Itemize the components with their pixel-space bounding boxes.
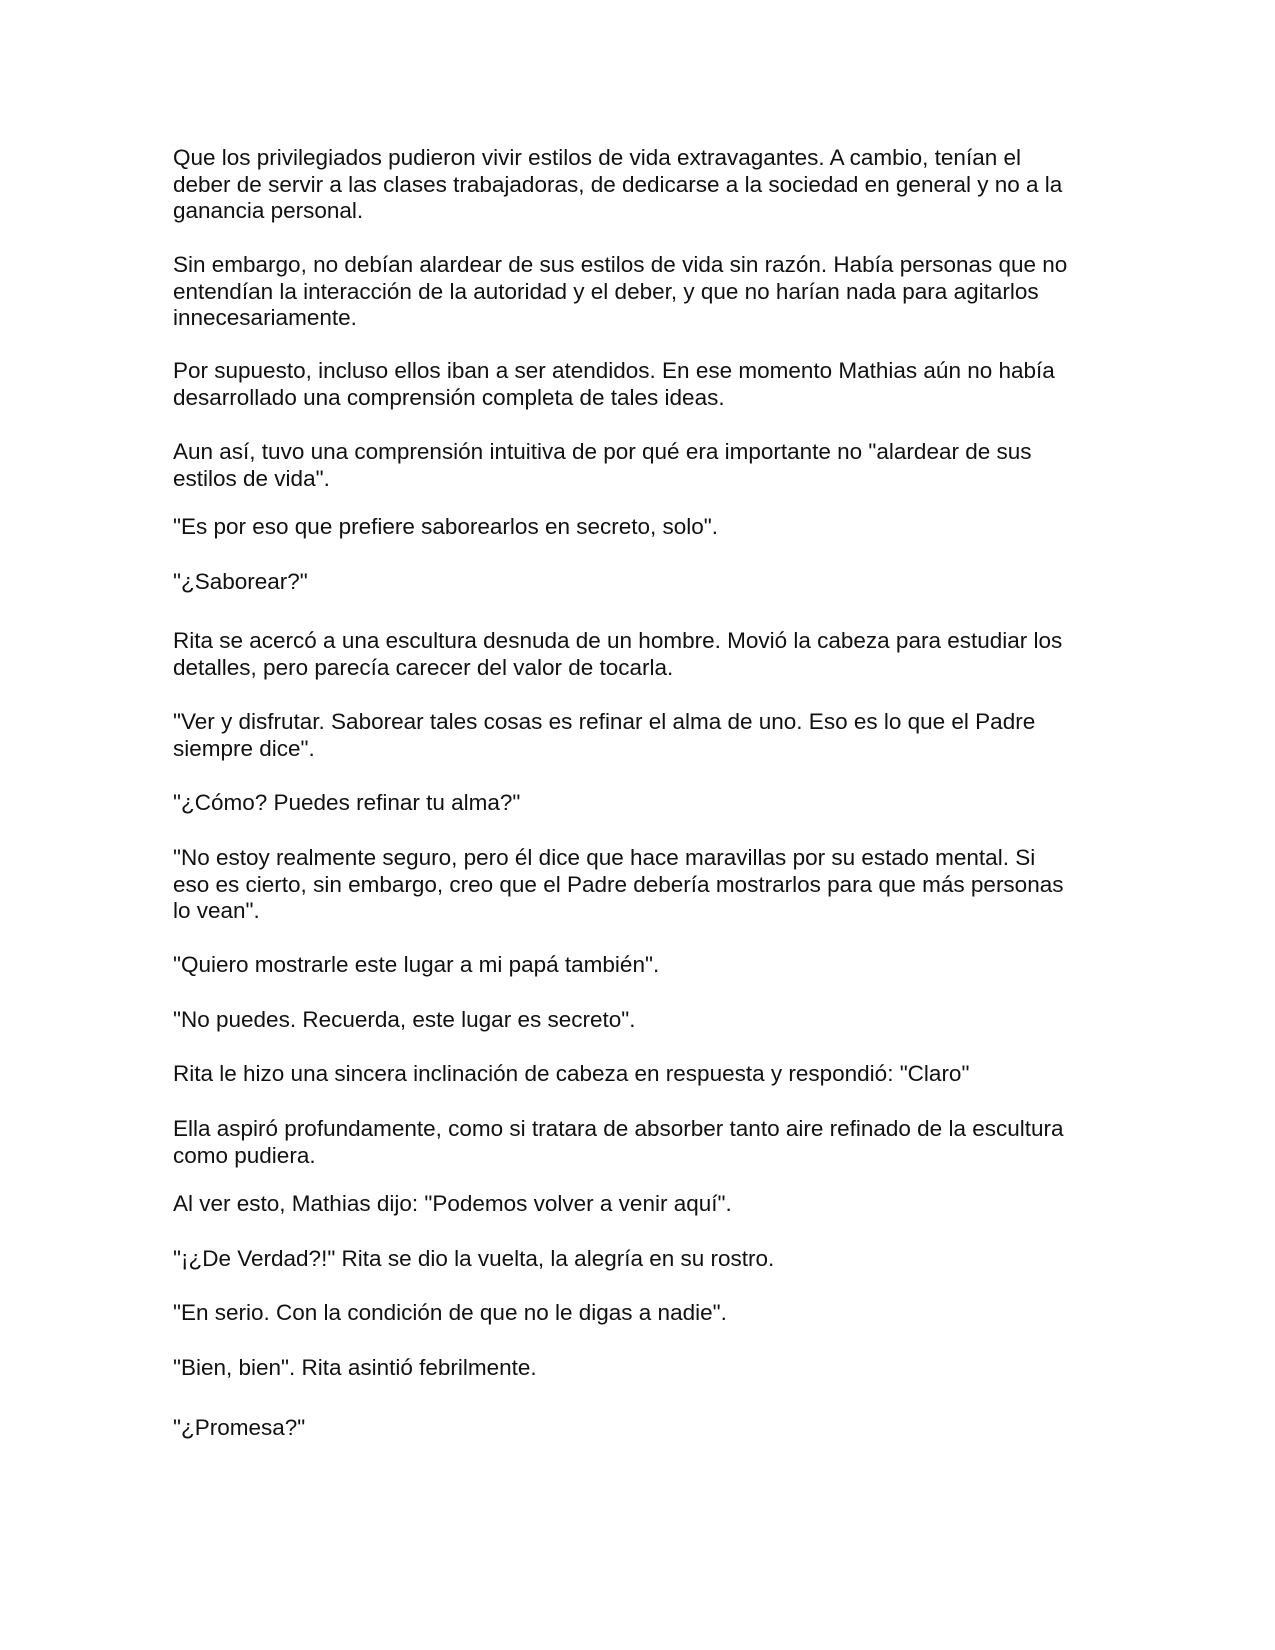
paragraph-7: Rita se acercó a una escultura desnuda de un hombre. Movió la cabeza para estudiar los detalles, pero parecía carecer del valor de tocarla.	[173, 628, 1063, 680]
paragraph-10: "No estoy realmente seguro, pero él dice que hace maravillas por su estado mental. Si eso es cierto, sin embargo, creo que el Padre debería mostrarlos para que más personas lo vean".	[173, 845, 1064, 923]
paragraph-19: "¿Promesa?"	[173, 1415, 306, 1440]
paragraph-12: "No puedes. Recuerda, este lugar es secreto".	[173, 1007, 636, 1032]
paragraph-3: Por supuesto, incluso ellos iban a ser atendidos. En ese momento Mathias aún no había desarrollado una comprensión completa de tales ideas.	[173, 358, 1055, 410]
paragraph-15: Al ver esto, Mathias dijo: "Podemos volver a venir aquí".	[173, 1191, 732, 1216]
paragraph-16: "¡¿De Verdad?!" Rita se dio la vuelta, la alegría en su rostro.	[173, 1246, 775, 1271]
paragraph-1: Que los privilegiados pudieron vivir estilos de vida extravagantes. A cambio, tenían el deber de servir a las clases trabajadoras, de dedicarse a la sociedad en general y no a la ganancia personal.	[173, 145, 1063, 223]
paragraph-14: Ella aspiró profundamente, como si tratara de absorber tanto aire refinado de la escultura como pudiera.	[173, 1116, 1064, 1168]
paragraph-6: "¿Saborear?"	[173, 569, 308, 594]
paragraph-13: Rita le hizo una sincera inclinación de cabeza en respuesta y respondió: "Claro"	[173, 1061, 970, 1086]
paragraph-5: "Es por eso que prefiere saborearlos en secreto, solo".	[173, 514, 719, 539]
paragraph-9: "¿Cómo? Puedes refinar tu alma?"	[173, 790, 521, 815]
paragraph-8: "Ver y disfrutar. Saborear tales cosas es refinar el alma de uno. Eso es lo que el Padre siempre dice".	[173, 709, 1036, 761]
paragraph-2: Sin embargo, no debían alardear de sus estilos de vida sin razón. Había personas que no entendían la interacción de la autoridad y el deber, y que no harían nada para agitarlos innecesariamente.	[173, 252, 1068, 330]
paragraph-11: "Quiero mostrarle este lugar a mi papá también".	[173, 952, 660, 977]
paragraph-4: Aun así, tuvo una comprensión intuitiva de por qué era importante no "alardear de sus estilos de vida".	[173, 439, 1032, 491]
paragraph-18: "Bien, bien". Rita asintió febrilmente.	[173, 1355, 537, 1380]
paragraph-17: "En serio. Con la condición de que no le digas a nadie".	[173, 1300, 727, 1325]
